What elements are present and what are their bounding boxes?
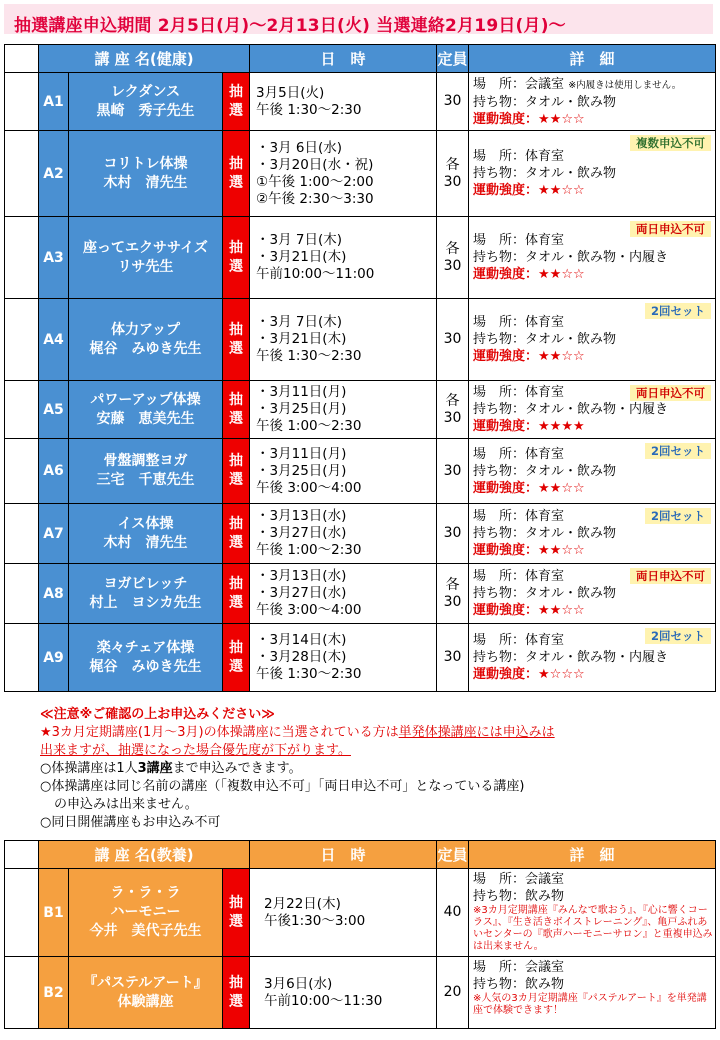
datetime-cell	[250, 869, 437, 957]
application-checkbox[interactable]	[5, 869, 39, 957]
lottery-badge	[223, 381, 250, 439]
lottery-char-1: 抽	[229, 321, 244, 338]
capacity-prefix: 各	[445, 240, 460, 257]
restriction-badge: 両日申込不可	[630, 221, 711, 237]
details-cell	[469, 299, 716, 381]
lottery-char-1: 抽	[229, 639, 244, 656]
note-line-3b: 3講座	[137, 761, 173, 776]
course-title: ラ・ラ・ラ	[110, 885, 181, 901]
capacity-cell	[437, 957, 469, 1029]
items-line: 持ち物：タオル・飲み物	[473, 166, 617, 181]
items-line: 持ち物：タオル・飲み物・内履き	[473, 650, 669, 665]
course-row	[5, 504, 716, 564]
datetime-line: 午後1:30～3:00	[264, 912, 366, 929]
capacity-cell	[437, 564, 469, 624]
datetime-cell	[250, 299, 437, 381]
datetime-cell	[250, 73, 437, 131]
capacity-value: 30	[443, 331, 462, 347]
application-checkbox[interactable]	[5, 957, 39, 1029]
capacity-cell	[437, 131, 469, 217]
notes-section	[40, 706, 720, 832]
datetime-line: ・3月20日(水・祝)	[256, 156, 374, 173]
lottery-char-2: 選	[229, 102, 244, 119]
note-line-5: の申込みは出来ません。	[54, 797, 198, 812]
datetime-line: 午前10:00～11:30	[264, 992, 383, 1009]
restriction-badge: 2回セット	[645, 443, 711, 459]
note-line-4: ○体操講座は同じ名前の講座（「複数申込不可」「両日申込不可」となっている講座)	[40, 779, 525, 794]
note-line-3a: ○体操講座は1人	[40, 761, 138, 776]
instructor-name: 今井 美代子先生	[89, 923, 202, 939]
lottery-badge	[223, 564, 250, 624]
place-text: 場 所：会議室	[473, 76, 565, 92]
note-line-2: 出来ますが、抽選になった場合優先度が下がります。	[40, 743, 351, 758]
lottery-char-1: 抽	[229, 974, 244, 991]
datetime-header: 日 時	[250, 841, 437, 869]
course-name-cell	[69, 624, 223, 692]
datetime-line: ①午後 1:00～2:00	[256, 173, 374, 190]
capacity-value: 30	[443, 525, 462, 541]
datetime-line: ・3月25日(月)	[256, 462, 347, 479]
culture-course-table	[4, 840, 716, 1029]
capacity-value: 30	[443, 593, 462, 610]
capacity-value: 20	[443, 984, 462, 1000]
course-title: コリトレ体操	[103, 155, 188, 172]
lottery-badge	[223, 957, 250, 1029]
capacity-cell	[437, 299, 469, 381]
datetime-line: 午後 1:00～2:30	[256, 418, 362, 434]
capacity-value: 30	[443, 409, 462, 426]
note-line-3c: まで申込みできます。	[172, 761, 302, 776]
course-row	[5, 73, 716, 131]
note-line-3	[40, 760, 720, 778]
lottery-char-1: 抽	[229, 575, 244, 592]
course-code: A7	[39, 504, 69, 564]
datetime-line: ・3月 7日(木)	[256, 232, 343, 248]
note-line-1b: 単発体操講座には申込みは	[398, 725, 555, 740]
course-row	[5, 869, 716, 957]
course-row	[5, 299, 716, 381]
health-course-table	[4, 44, 716, 692]
lottery-char-2: 選	[229, 913, 244, 930]
course-title: イス体操	[117, 515, 174, 532]
intensity-line: 運動強度：★★☆☆	[473, 543, 585, 558]
details-cell	[469, 564, 716, 624]
course-title-line-2: ハーモニー	[110, 904, 181, 920]
items-line: 持ち物：タオル・飲み物	[473, 586, 617, 601]
application-checkbox[interactable]	[5, 299, 39, 381]
items-line: 持ち物：タオル・飲み物・内履き	[473, 402, 669, 417]
place-text: 場 所：体育室	[473, 633, 565, 648]
restriction-badge: 2回セット	[645, 628, 711, 644]
details-cell	[469, 624, 716, 692]
course-title: 座ってエクササイズ	[83, 239, 208, 256]
course-row	[5, 624, 716, 692]
datetime-line: ・3月 7日(木)	[256, 314, 343, 330]
lottery-char-2: 選	[229, 658, 244, 675]
datetime-cell	[250, 624, 437, 692]
lottery-char-1: 抽	[229, 239, 244, 256]
items-line: 持ち物：飲み物	[473, 889, 565, 904]
datetime-line: ・3月21日(木)	[256, 249, 347, 265]
details-header: 詳 細	[469, 841, 716, 869]
notes-heading: ≪注意※ご確認の上お申込みください≫	[40, 707, 275, 722]
items-line: 持ち物：タオル・飲み物	[473, 94, 617, 110]
capacity-cell	[437, 439, 469, 504]
capacity-header: 定員	[437, 841, 469, 869]
capacity-prefix: 各	[445, 392, 460, 409]
details-cell	[469, 131, 716, 217]
course-name-header: 講 座 名(教養)	[39, 841, 250, 869]
course-name-cell	[69, 73, 223, 131]
check-column-header: ✓	[5, 841, 39, 869]
instructor-name: 村上 ヨシカ先生	[89, 594, 202, 611]
course-title: 楽々チェア体操	[96, 639, 195, 656]
datetime-line: ・3月25日(月)	[256, 401, 347, 417]
details-cell	[469, 217, 716, 299]
course-note: ※人気の3カ月定期講座『パステルアート』を単発講座で体験できます！	[473, 993, 707, 1016]
datetime-cell	[250, 381, 437, 439]
course-code: A2	[39, 131, 69, 217]
application-checkbox[interactable]	[5, 73, 39, 131]
course-code: A9	[39, 624, 69, 692]
course-row	[5, 439, 716, 504]
datetime-line: 午後 1:30～2:30	[256, 348, 362, 364]
place-line	[473, 76, 715, 94]
datetime-line: ・3月14日(木)	[256, 632, 347, 648]
restriction-badge: 2回セット	[645, 303, 711, 319]
datetime-line: ・3月 6日(水)	[256, 139, 343, 156]
application-checkbox[interactable]	[5, 217, 39, 299]
capacity-value: 30	[443, 649, 462, 665]
intensity-line: 運動強度：★★★★	[473, 419, 585, 434]
datetime-cell	[250, 504, 437, 564]
course-name-header: 講 座 名(健康)	[39, 45, 250, 73]
intensity-line: 運動強度：★★☆☆	[473, 603, 585, 618]
course-code: A5	[39, 381, 69, 439]
datetime-cell	[250, 564, 437, 624]
capacity-cell	[437, 624, 469, 692]
instructor-name: 梶谷 みゆき先生	[89, 658, 202, 675]
intensity-line: 運動強度：★★☆☆	[473, 111, 585, 127]
capacity-value: 30	[443, 257, 462, 274]
note-line-1a: ★3カ月定期講座(1月～3月)の体操講座に当選されている方は	[40, 725, 399, 740]
course-code: B1	[39, 869, 69, 957]
course-name-cell	[69, 439, 223, 504]
instructor-name: 黒崎 秀子先生	[96, 102, 195, 119]
details-cell	[469, 381, 716, 439]
datetime-line: ・3月13日(水)	[256, 568, 347, 584]
capacity-cell	[437, 217, 469, 299]
details-cell	[469, 504, 716, 564]
items-line: 持ち物：タオル・飲み物	[473, 463, 617, 479]
intensity-line: 運動強度：★★☆☆	[473, 349, 585, 364]
capacity-cell	[437, 381, 469, 439]
place-note: ※内履きは使用しません。	[568, 79, 682, 91]
capacity-value: 30	[443, 462, 462, 479]
lottery-char-2: 選	[229, 340, 244, 357]
capacity-header: 定員	[437, 45, 469, 73]
application-checkbox[interactable]	[5, 131, 39, 217]
instructor-name: リサ先生	[117, 258, 174, 275]
capacity-prefix: 各	[445, 576, 460, 593]
datetime-line: 2月22日(木)	[264, 895, 341, 912]
course-code: A4	[39, 299, 69, 381]
place-line: 場 所：会議室	[473, 960, 565, 975]
intensity-line: 運動強度：★★☆☆	[473, 267, 585, 282]
details-cell	[469, 869, 716, 957]
intensity-line: 運動強度：★★☆☆	[473, 183, 585, 198]
course-name-cell	[69, 564, 223, 624]
note-line-1	[40, 724, 720, 742]
application-checkbox[interactable]	[5, 504, 39, 564]
course-title: ヨガビレッチ	[103, 575, 188, 592]
course-code: A6	[39, 439, 69, 504]
place-line: 場 所：会議室	[473, 872, 565, 887]
course-row	[5, 957, 716, 1029]
datetime-line: ・3月28日(木)	[256, 649, 347, 665]
datetime-line: 3月5日(火)	[256, 84, 325, 101]
details-cell	[469, 73, 716, 131]
intensity-line: 運動強度：★★☆☆	[473, 480, 585, 496]
capacity-cell	[437, 869, 469, 957]
course-title: レクダンス	[110, 83, 181, 100]
datetime-line: 午後 1:30～2:30	[256, 666, 362, 682]
note-line-6: ○同日開催講座もお申込み不可	[40, 815, 221, 830]
course-code: A1	[39, 73, 69, 131]
restriction-badge: 複数申込不可	[630, 135, 711, 151]
restriction-badge: 両日申込不可	[630, 385, 711, 401]
items-line: 持ち物：飲み物	[473, 977, 565, 992]
details-cell	[469, 439, 716, 504]
lottery-char-2: 選	[229, 410, 244, 427]
instructor-name: 木村 清先生	[103, 534, 188, 551]
course-name-cell	[69, 957, 223, 1029]
capacity-value: 40	[443, 904, 462, 920]
datetime-cell	[250, 217, 437, 299]
course-name-cell	[69, 381, 223, 439]
lottery-badge	[223, 217, 250, 299]
course-name-cell	[69, 217, 223, 299]
details-cell	[469, 957, 716, 1029]
lottery-char-2: 選	[229, 472, 244, 488]
capacity-cell	[437, 504, 469, 564]
datetime-line: ・3月11日(月)	[256, 445, 347, 462]
course-title: パワーアップ体操	[90, 391, 201, 408]
datetime-line: ・3月21日(木)	[256, 331, 347, 347]
course-code: A3	[39, 217, 69, 299]
restriction-badge: 両日申込不可	[630, 568, 711, 584]
lottery-char-1: 抽	[229, 453, 244, 469]
datetime-line: ・3月13日(水)	[256, 508, 347, 524]
course-row	[5, 381, 716, 439]
datetime-cell	[250, 439, 437, 504]
lottery-char-1: 抽	[229, 515, 244, 532]
lottery-badge	[223, 439, 250, 504]
check-column-header: ✓	[5, 45, 39, 73]
page-title: 抽選講座申込期間 2月5日(月)～2月13日(火) 当選連絡2月19日(月)～	[14, 16, 566, 36]
lottery-char-2: 選	[229, 534, 244, 551]
lottery-badge	[223, 624, 250, 692]
course-row	[5, 217, 716, 299]
details-header: 詳 細	[469, 45, 716, 73]
application-checkbox[interactable]	[5, 439, 39, 504]
datetime-line: 午前10:00～11:00	[256, 266, 375, 282]
course-code: B2	[39, 957, 69, 1029]
application-checkbox[interactable]	[5, 381, 39, 439]
datetime-cell	[250, 131, 437, 217]
items-line: 持ち物：タオル・飲み物・内履き	[473, 250, 669, 265]
lottery-char-2: 選	[229, 993, 244, 1010]
datetime-line: ・3月27日(水)	[256, 585, 347, 601]
datetime-line: 午後 3:00～4:00	[256, 479, 362, 496]
instructor-name: 梶谷 みゆき先生	[89, 340, 202, 357]
instructor-name: 安藤 恵美先生	[96, 410, 195, 427]
datetime-line: ・3月11日(月)	[256, 384, 347, 400]
place-text: 場 所：体育室	[473, 315, 565, 330]
lottery-badge	[223, 73, 250, 131]
capacity-cell	[437, 73, 469, 131]
place-text: 場 所：体育室	[473, 509, 565, 524]
lottery-char-2: 選	[229, 174, 244, 191]
capacity-value: 30	[443, 93, 462, 109]
datetime-header: 日 時	[250, 45, 437, 73]
lottery-badge	[223, 504, 250, 564]
datetime-line: 午後 1:00～2:30	[256, 542, 362, 558]
course-row	[5, 131, 716, 217]
datetime-line: 午後 3:00～4:00	[256, 602, 362, 618]
datetime-line: 午後 1:30～2:30	[256, 101, 362, 118]
lottery-badge	[223, 299, 250, 381]
capacity-prefix: 各	[445, 156, 460, 173]
place-text: 場 所：体育室	[473, 233, 565, 248]
intensity-line: 運動強度：★☆☆☆	[473, 667, 585, 682]
application-checkbox[interactable]	[5, 564, 39, 624]
lottery-char-2: 選	[229, 594, 244, 611]
course-name-cell	[69, 504, 223, 564]
course-title: 体力アップ	[110, 321, 181, 338]
lottery-char-2: 選	[229, 258, 244, 275]
datetime-line: ②午後 2:30～3:30	[256, 190, 374, 207]
instructor-name: 三宅 千恵先生	[96, 472, 195, 488]
place-text: 場 所：体育室	[473, 149, 565, 164]
lottery-char-1: 抽	[229, 894, 244, 911]
items-line: 持ち物：タオル・飲み物	[473, 332, 617, 347]
place-text: 場 所：体育室	[473, 385, 565, 400]
lottery-badge	[223, 131, 250, 217]
lottery-char-1: 抽	[229, 83, 244, 100]
course-name-cell	[69, 299, 223, 381]
course-code: A8	[39, 564, 69, 624]
lottery-char-1: 抽	[229, 391, 244, 408]
course-note: ※3カ月定期講座『みんなで歌おう』、『心に響くコーラス』、『生き活きボイストレーニング』、亀戸ふれあいセンターの『歌声ハーモニーサロン』と重複申込みは出来ません。	[473, 905, 713, 952]
course-row	[5, 564, 716, 624]
application-checkbox[interactable]	[5, 624, 39, 692]
instructor-name: 木村 清先生	[103, 174, 188, 191]
period-banner	[4, 4, 713, 34]
datetime-line: 3月6日(水)	[264, 975, 333, 992]
course-name-cell	[69, 131, 223, 217]
datetime-cell	[250, 957, 437, 1029]
lottery-char-1: 抽	[229, 155, 244, 172]
datetime-line: ・3月27日(水)	[256, 525, 347, 541]
place-text: 場 所：体育室	[473, 446, 565, 462]
course-title: 『パステルアート』	[83, 974, 208, 991]
instructor-name: 体験講座	[117, 993, 174, 1010]
items-line: 持ち物：タオル・飲み物	[473, 526, 617, 541]
capacity-value: 30	[443, 173, 462, 190]
place-text: 場 所：体育室	[473, 569, 565, 584]
lottery-badge	[223, 869, 250, 957]
restriction-badge: 2回セット	[645, 508, 711, 524]
course-name-cell	[69, 869, 223, 957]
course-title: 骨盤調整ヨガ	[103, 453, 188, 469]
